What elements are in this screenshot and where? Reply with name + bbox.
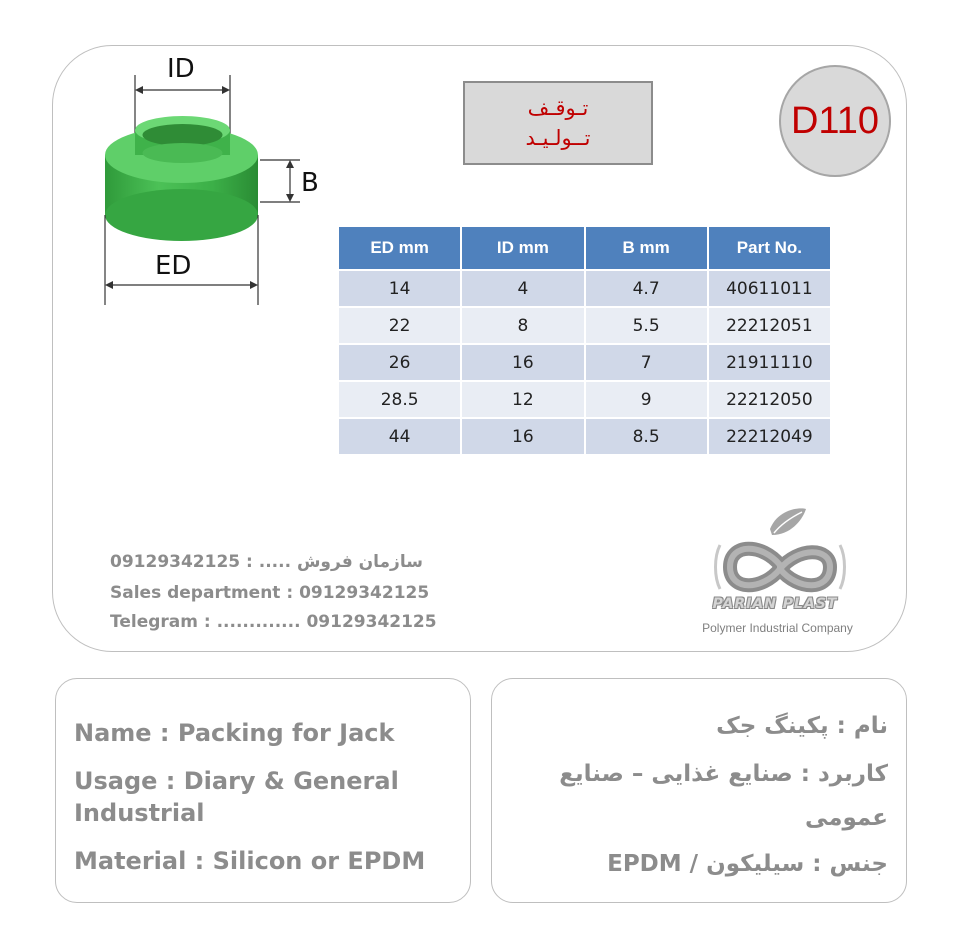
cell-id: 16 (461, 344, 584, 381)
info-usage-en: Usage : Diary & General (74, 767, 399, 795)
info-usage-en-cont: Industrial (74, 799, 205, 827)
id-label: ID (167, 55, 195, 84)
info-material-fa: جنس : سیلیکون / EPDM (607, 851, 888, 877)
cell-id: 8 (461, 307, 584, 344)
info-usage-fa-cont: عمومی (804, 805, 888, 831)
cell-part-no: 22212051 (708, 307, 831, 344)
cell-id: 12 (461, 381, 584, 418)
b-label: B (301, 168, 319, 198)
table-row (338, 344, 831, 381)
cell-id: 4 (461, 270, 584, 307)
cell-b: 9 (585, 381, 708, 418)
table-header-row (338, 226, 831, 270)
header-ed: ED mm (338, 226, 461, 270)
cell-part-no: 22212050 (708, 381, 831, 418)
info-material-en: Material : Silicon or EPDM (74, 847, 426, 875)
b-dimension (260, 160, 319, 202)
cell-ed: 22 (338, 307, 461, 344)
table-row (338, 270, 831, 307)
cell-b: 8.5 (585, 418, 708, 455)
cell-part-no: 40611011 (708, 270, 831, 307)
info-card-persian (491, 678, 907, 903)
infinity-leaf-logo-icon (700, 505, 860, 640)
model-code: D110 (790, 99, 880, 142)
cell-part-no: 21911110 (708, 344, 831, 381)
contact-sales-fa: 09129342125 : ..... سازمان فروش (110, 552, 423, 572)
table-row (338, 307, 831, 344)
status-line-2: تــولـیـد (525, 126, 591, 150)
cell-part-no: 22212049 (708, 418, 831, 455)
company-subtitle: Polymer Industrial Company (702, 621, 853, 635)
cell-ed: 26 (338, 344, 461, 381)
header-part-no: Part No. (708, 226, 831, 270)
info-card-english (55, 678, 471, 903)
info-name-en: Name : Packing for Jack (74, 719, 395, 747)
dimensions-table (337, 225, 832, 456)
table-row (338, 381, 831, 418)
model-code-badge (779, 65, 891, 177)
cell-ed: 28.5 (338, 381, 461, 418)
production-stopped-badge (463, 81, 653, 165)
cell-ed: 14 (338, 270, 461, 307)
cell-ed: 44 (338, 418, 461, 455)
header-id: ID mm (461, 226, 584, 270)
contact-sales-en: Sales department : 09129342125 (110, 583, 430, 603)
cell-b: 4.7 (585, 270, 708, 307)
info-usage-fa: کاربرد : صنایع غذایی – صنایع (559, 761, 888, 787)
table-row (338, 418, 831, 455)
cell-id: 16 (461, 418, 584, 455)
contact-telegram: Telegram : ............. 09129342125 (110, 612, 437, 632)
header-b: B mm (585, 226, 708, 270)
cell-b: 7 (585, 344, 708, 381)
ed-label: ED (155, 251, 192, 281)
ring-body (105, 116, 258, 241)
company-name: PARIAN PLAST (712, 596, 838, 612)
cell-b: 5.5 (585, 307, 708, 344)
status-line-1: تـوقـف (527, 96, 589, 120)
part-drawing (95, 55, 335, 315)
info-name-fa: نام : پکینگ جک (716, 713, 888, 739)
